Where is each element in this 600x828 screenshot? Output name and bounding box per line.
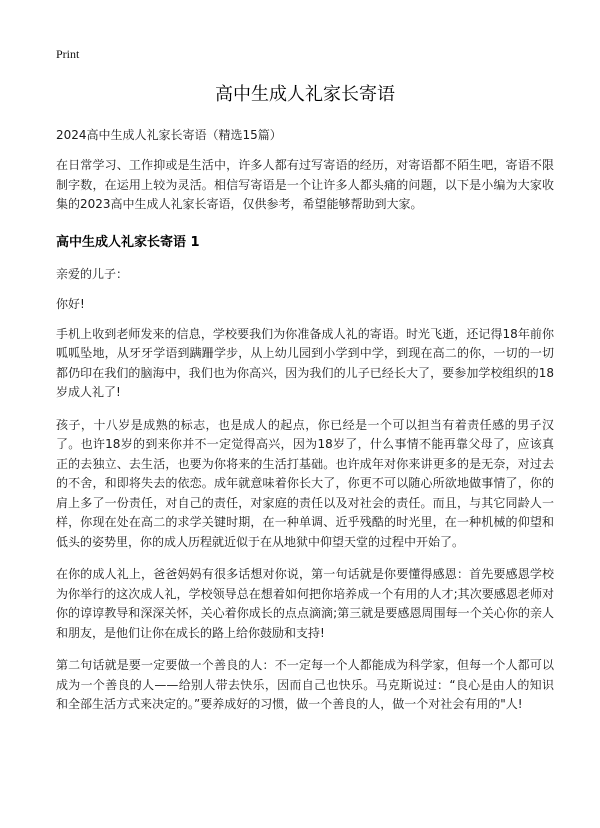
document-title: 高中生成人礼家长寄语: [215, 84, 395, 105]
intro-paragraph: 在日常学习、工作抑或是生活中，许多人都有过写寄语的经历，对寄语都不陌生吧，寄语不限制字数，在运用上较为灵活。相信写寄语是一个让许多人都头痛的问题，以下是小编为大家收集的2023高中生成人礼家长寄语，仅供参考，希望能够帮助到大家。: [56, 158, 554, 211]
print-link[interactable]: Print: [56, 47, 80, 61]
salutation: 亲爱的儿子：: [56, 266, 129, 281]
section-heading: 高中生成人礼家长寄语 1: [56, 234, 200, 250]
document-subtitle: 2024高中生成人礼家长寄语（精选15篇）: [56, 128, 282, 142]
body-paragraph-3: 在你的成人礼上，爸爸妈妈有很多话想对你说，第一句话就是你要懂得感恩：首先要感恩学校为你举行的这次成人礼，学校领导总在想着如何把你培养成一个有用的人才;其次要感恩老师对你的谆谆教导和深深关怀，关心着你成长的点点滴滴;第三就是要感恩周围每一个关心你的亲人和朋友，是他们让你在成长的路上给你鼓励和支持!: [56, 567, 554, 640]
body-paragraph-4: 第二句话就是要一定要做一个善良的人：不一定每一个人都能成为科学家，但每一个人都可以成为一个善良的人——给别人带去快乐，因而自己也快乐。马克斯说过：“良心是由人的知识和全部生活方式来决定的。”要养成好的习惯，做一个善良的人，做一个对社会有用的"人!: [56, 658, 554, 711]
body-paragraph-2: 孩子，十八岁是成熟的标志，也是成人的起点，你已经是一个可以担当有着责任感的男子汉了。也许18岁的到来你并不一定觉得高兴，因为18岁了，什么事情不能再靠父母了，应该真正的去独立、去生活，也要为你将来的生活打基础。也许成年对你来讲更多的是无奈，对过去的不舍，和即将失去的依恋。成年就意味着你长大了，你更不可以随心所欲地做事情了，你的肩上多了一份责任，对自己的责任，对家庭的责任以及对社会的责任。而且，与其它同龄人一样，你现在处在高二的求学关键时期，在一种单调、近乎残酷的时光里，在一种机械的仰望和低头的姿势里，你的成人历程就近似于在从地狱中仰望天堂的过程中开始了。: [56, 417, 554, 549]
body-paragraph-1: 手机上收到老师发来的信息，学校要我们为你准备成人礼的寄语。时光飞逝，还记得18年前你呱呱坠地，从牙牙学语到蹒跚学步，从上幼儿园到小学到中学，到现在高二的你，一切的一切都仍印在我们的脑海中，我们也为你高兴，因为我们的儿子已经长大了，要参加学校组织的18岁成人礼了!: [56, 326, 554, 399]
greeting: 你好!: [56, 296, 85, 311]
